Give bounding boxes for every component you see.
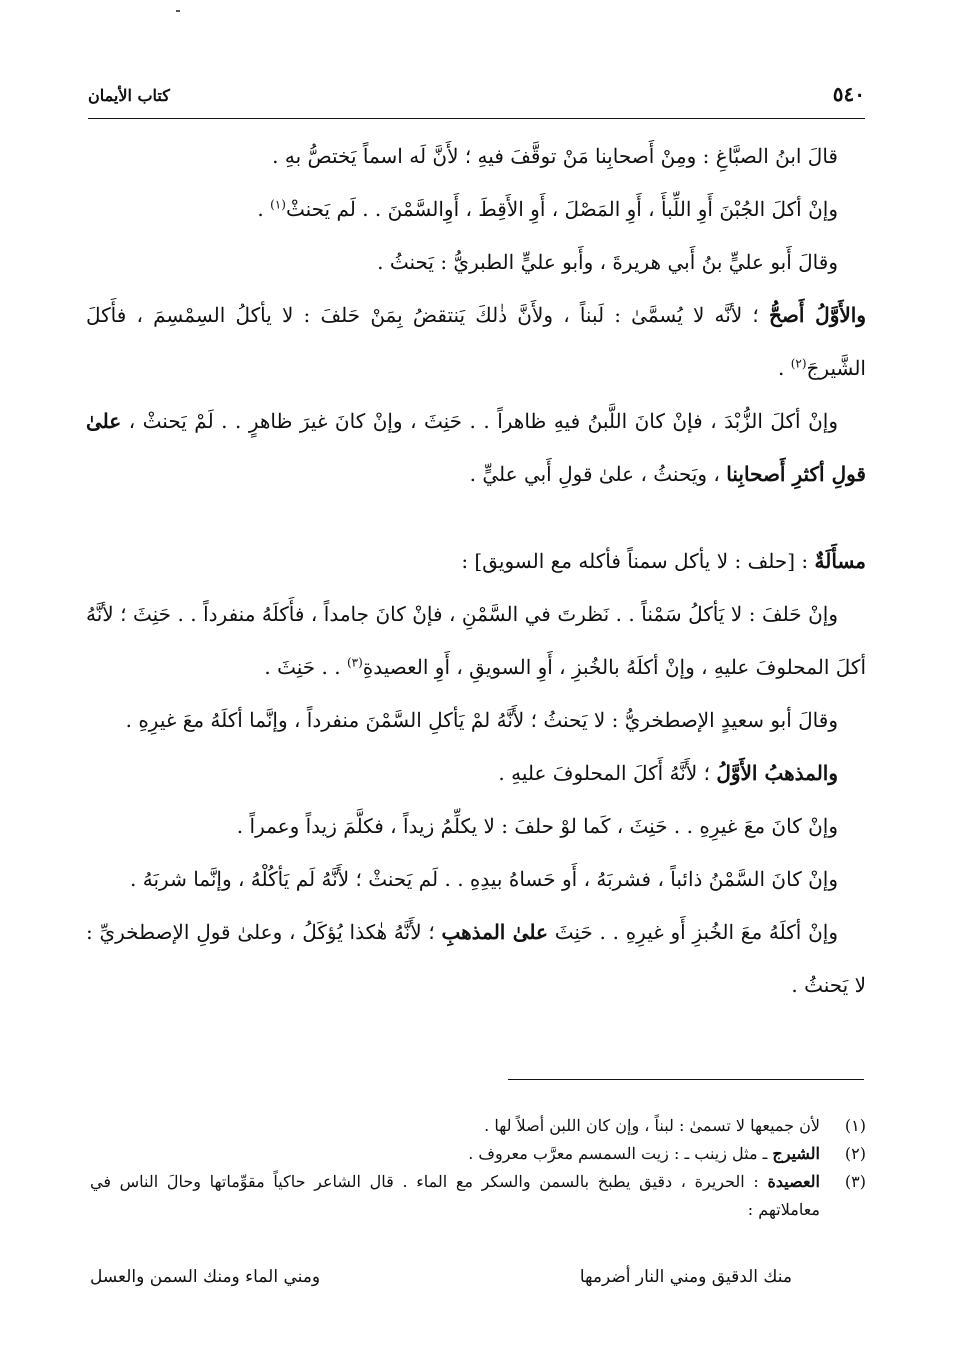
bold-phrase: والأَوَّلُ أَصحُّ <box>768 303 866 327</box>
text-line: ، ويَحنثُ ، علىٰ قولِ أَبي عليٍّ . <box>469 462 727 486</box>
text-line: ؛ لأنَّه لا يُسمَّىٰ : لَبناً ، ولأَنَّ ذٰلكَ يَنتقضُ بِمَنْ حَلفَ : لا يأكلُ السِمْسِمَ ، فأَكلَ الشَّيرجَ <box>86 303 866 380</box>
footnote-number: (١) <box>844 1116 866 1135</box>
running-title: كتاب الأيمان <box>88 86 170 105</box>
issue-title: : [حلف : لا يأكل سمناً فأكله مع السويق] : <box>461 549 815 573</box>
page-header <box>88 82 865 112</box>
footnote-marker: (١) <box>270 197 286 212</box>
scan-speck <box>176 10 180 12</box>
text-line: . <box>257 197 271 221</box>
text-line: قالَ ابنُ الصبَّاغِ : ومِنْ أَصحابِنا مَنْ توقَّفَ فيهِ ؛ لأَنَّ لَه اسماً يَختصُّ بهِ . <box>272 144 838 168</box>
paragraph <box>86 747 866 800</box>
main-text <box>86 130 866 1012</box>
section-gap <box>86 501 866 535</box>
footnote <box>90 1112 866 1140</box>
text-line: وقالَ أَبو عليٍّ بنُ أَبي هريرةَ ، وأَبو عليٍّ الطبريُّ : يَحنثُ . <box>377 250 838 274</box>
paragraph <box>86 800 866 853</box>
poetry-verse <box>90 1262 792 1292</box>
footnote <box>90 1140 866 1168</box>
footnote-text <box>90 1140 820 1168</box>
bold-phrase: والمذهبُ الأَوَّلُ <box>716 761 838 785</box>
paragraph <box>86 183 866 236</box>
footnote-rule <box>508 1079 864 1080</box>
text-line: . <box>777 356 791 380</box>
footnote-body: : الحريرة ، دقيق يطبخ بالسمن والسكر مع الماء . قال الشاعر حاكياً مقوِّماتها وحالَ الناس في معاملاتهم : <box>90 1172 820 1219</box>
text-line: وإنْ حَلفَ : لا يَأكلُ سَمْناً . . نَظرتَ في السَّمْنِ ، فإنْ كانَ جامداً ، فأَكلَهُ منفرداً . . حَنِثَ ؛ لأنَّهُ أكلَ المحلوفَ عليهِ ، وإنْ أكلَهُ بالخُبزِ ، أَوِ السويقِ ، أَوِ العصيدةِ <box>86 602 866 679</box>
paragraph <box>86 906 866 1012</box>
issue-heading <box>86 535 866 588</box>
footnote-number: (٢) <box>844 1144 866 1163</box>
paragraph <box>86 289 866 395</box>
page-number: ٥٤٠ <box>832 82 865 106</box>
paragraph <box>86 236 866 289</box>
issue-label: مسأَلَةٌ <box>814 549 866 573</box>
footnote-body: ـ مثل زينب ـ : زيت السمسم معرَّب معروف . <box>468 1144 773 1163</box>
text-line: وإنْ أكلَهُ معَ الخُبزِ أَو غيرِهِ . . حَنِثَ <box>547 920 838 944</box>
text-line: . . حَنِثَ . <box>264 655 347 679</box>
footnotes <box>90 1112 866 1224</box>
footnote-number: (٣) <box>844 1172 866 1191</box>
bold-phrase: علىٰ قولِ أكثرِ أَصحابِنا <box>86 409 866 486</box>
text-line: وإنْ أكلَ الزُّبْدَ ، فإنْ كانَ اللَّبنُ فيهِ ظاهراً . . حَنِثَ ، وإنْ كانَ غيرَ ظاهرٍ . . لَمْ يَحنثْ ، <box>121 409 838 433</box>
bold-phrase: علىٰ المذهبِ <box>441 920 548 944</box>
text-line: ؛ لأَنَّهُ أَكلَ المحلوفَ عليهِ . <box>498 761 717 785</box>
paragraph <box>86 853 866 906</box>
paragraph <box>86 395 866 501</box>
footnote-marker: (٢) <box>790 356 807 371</box>
text-line: وإنْ كانَ السَّمْنُ ذائباً ، فشربَهُ ، أَو حَساهُ بيدِهِ . . لَم يَحنثْ ؛ لأَنَّهُ لَم يَأكُلْهُ ، وإنَّما شربَهُ . <box>130 867 838 891</box>
footnote <box>90 1168 866 1224</box>
footnote-term: العصيدة <box>767 1172 820 1191</box>
verse-hemistich-second: ومني الماء ومنك السمن والعسل <box>90 1267 321 1287</box>
footnote-marker: (٣) <box>346 655 363 670</box>
paragraph <box>86 694 866 747</box>
text-line: وإنْ أكلَ الجُبْنَ أَوِ اللِّبأَ ، أَوِ المَصْلَ ، أَوِ الأَقِطَ ، أَوِالسَّمْنَ . . لَم يَحنثْ <box>285 197 838 221</box>
footnote-text <box>90 1112 820 1140</box>
paragraph <box>86 588 866 694</box>
verse-hemistich-first: منك الدقيق ومني النار أضرمها <box>579 1267 792 1287</box>
footnote-term: الشيرج <box>772 1144 820 1163</box>
text-line: وإنْ كانَ معَ غيرِهِ . . حَنِثَ ، كَما لوْ حلفَ : لا يكلِّمُ زيداً ، فكلَّمَ زيداً وعمراً . <box>236 814 838 838</box>
text-line: وقالَ أبو سعيدٍ الإصطخريُّ : لا يَحنثُ ؛ لأَنَّهُ لمْ يَأكلِ السَّمْنَ منفرداً ، وإنَّما أكلَهُ معَ غيرِهِ . <box>125 708 838 732</box>
text-line: ؛ لأَنَّهُ هٰكذا يُؤكَلُ ، وعلىٰ قولِ الإصطخريِّ : لا يَحنثُ . <box>86 920 866 997</box>
paragraph <box>86 130 866 183</box>
header-rule <box>88 118 865 119</box>
footnote-text <box>90 1168 820 1224</box>
footnote-body: لأن جميعها لا تسمىٰ : لبناً ، وإن كان اللبن أصلاً لها . <box>484 1116 820 1135</box>
